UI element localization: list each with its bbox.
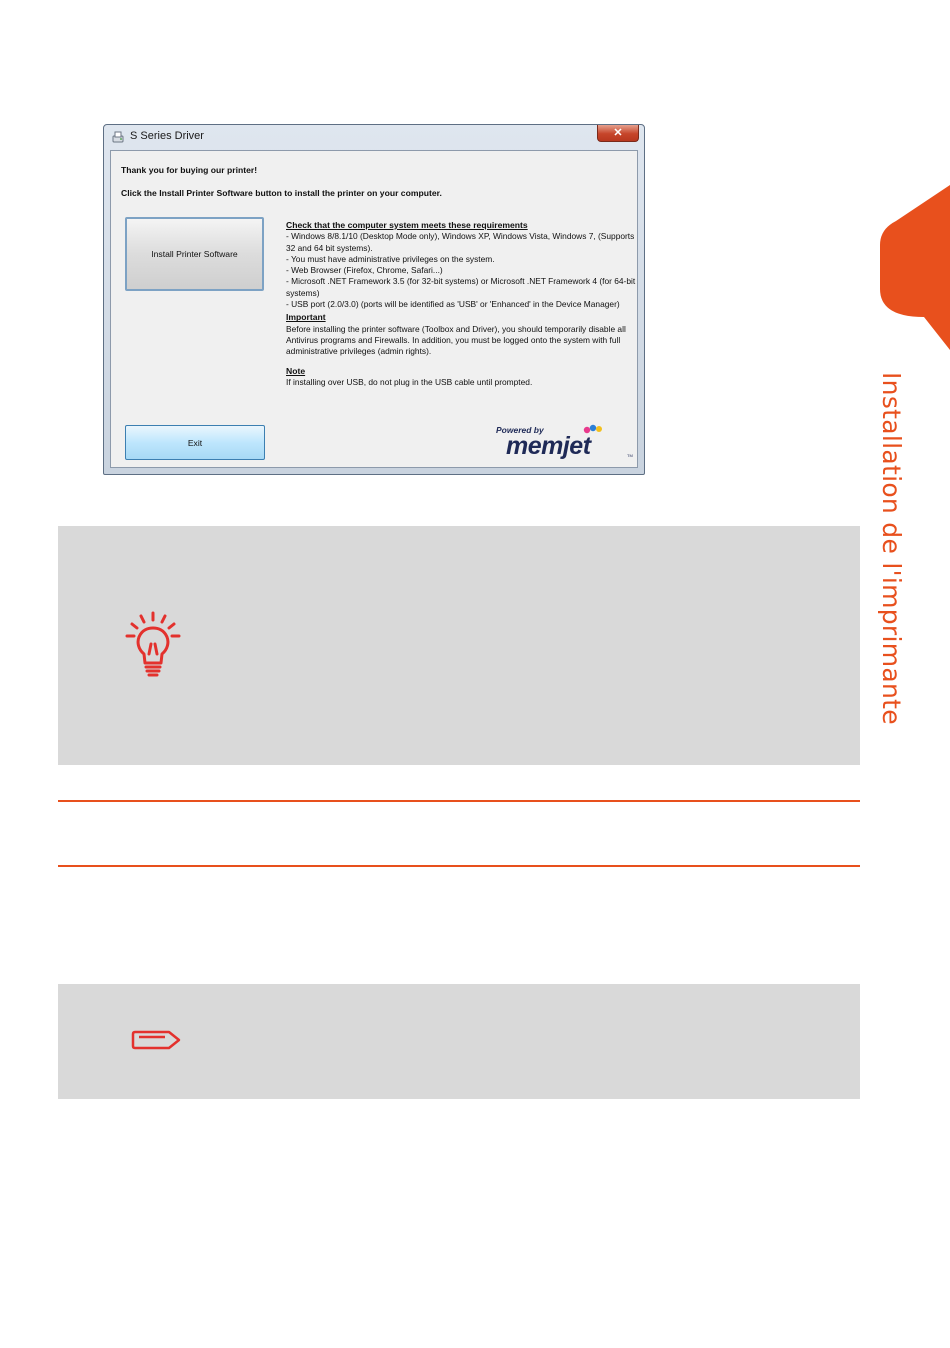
requirements-panel [286, 220, 641, 388]
pencil-icon [131, 1029, 183, 1051]
trademark: TM [627, 453, 633, 458]
divider-rule [58, 800, 860, 802]
close-icon: ✕ [613, 127, 623, 139]
dialog-body [110, 150, 638, 468]
lightbulb-icon [124, 611, 182, 677]
important-heading: Important [286, 312, 326, 323]
memjet-wordmark: memjet [506, 432, 591, 460]
chapter-title: Installation de l'imprimante [877, 372, 906, 725]
divider-rule [58, 865, 860, 867]
requirement-line: - Web Browser (Firefox, Chrome, Safari...) [286, 265, 443, 276]
chapter-tab [880, 185, 950, 350]
memjet-logo [496, 423, 636, 463]
note-text: If installing over USB, do not plug in the USB cable until prompted. [286, 376, 533, 387]
install-button-label: Install Printer Software [151, 249, 238, 259]
requirement-line: - Windows 8/8.1/10 (Desktop Mode only), Windows XP, Windows Vista, Windows 7, (Supports 32 and 64 bit systems). [286, 231, 635, 253]
important-text: Before installing the printer software (Toolbox and Driver), you should temporarily disable all Antivirus programs and Firewalls. In addition, you must be logged onto the system with full administrative privileges (admin rights). [286, 323, 626, 357]
requirements-heading: Check that the computer system meets these requirements [286, 220, 528, 230]
spacer [286, 358, 641, 366]
powered-by-text: Powered by [496, 425, 544, 435]
note-box [58, 984, 860, 1099]
requirement-line: - You must have administrative privileges on the system. [286, 253, 495, 264]
tip-box [58, 526, 860, 765]
exit-button-label: Exit [187, 437, 203, 448]
instruction-text: Click the Install Printer Software button to install the printer on your computer. [121, 188, 442, 198]
dialog-titlebar [104, 125, 644, 149]
install-printer-software-button[interactable] [125, 217, 264, 291]
installer-dialog [103, 124, 645, 475]
close-button[interactable] [597, 125, 639, 142]
intro-text: Thank you for buying our printer! [121, 165, 258, 175]
app-icon [111, 130, 125, 144]
note-heading: Note [286, 365, 306, 376]
requirement-line: - USB port (2.0/3.0) (ports will be identified as 'USB' or 'Enhanced' in the Device Manager) [286, 299, 620, 310]
exit-button[interactable] [125, 425, 265, 460]
dialog-title: S Series Driver [130, 130, 204, 142]
requirement-line: - Microsoft .NET Framework 3.5 (for 32-bit systems) or Microsoft .NET Framework 4 (for 64-bit systems) [286, 276, 636, 298]
